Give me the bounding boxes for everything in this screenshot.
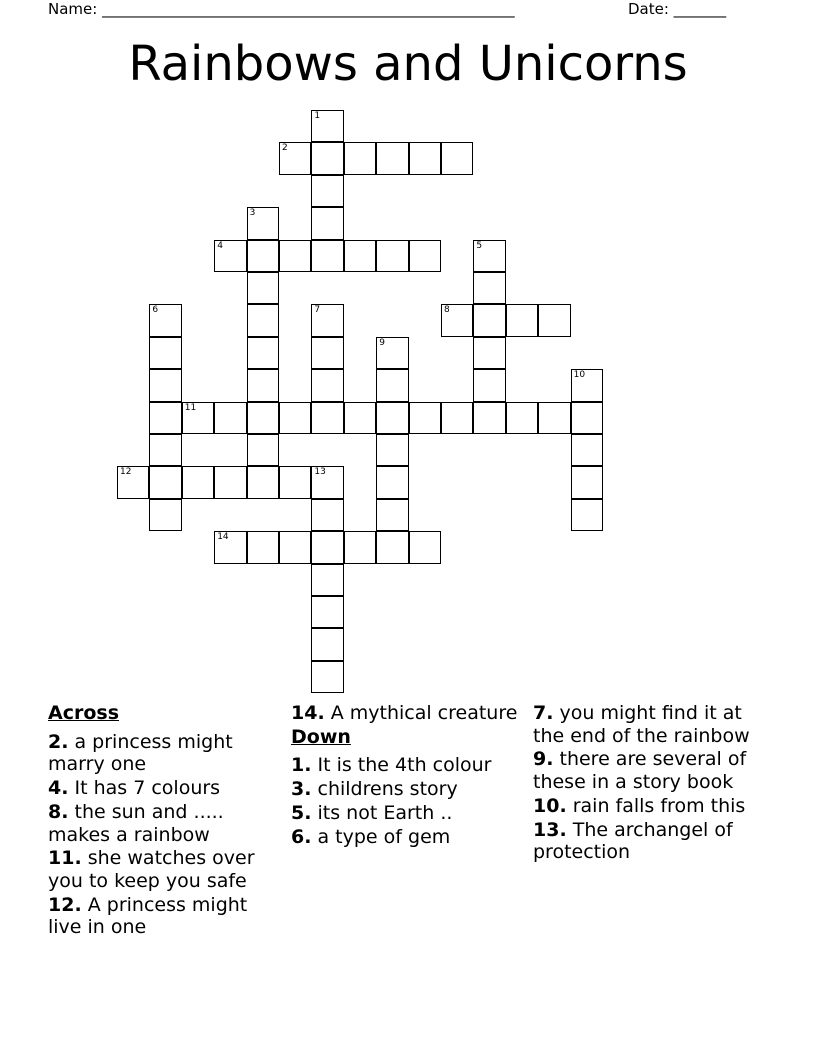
cell-number: 14 bbox=[217, 532, 229, 543]
grid-cell[interactable] bbox=[571, 402, 603, 434]
grid-cell[interactable] bbox=[311, 207, 343, 239]
grid-cell[interactable] bbox=[247, 434, 279, 466]
grid-cell[interactable] bbox=[473, 402, 505, 434]
clue-across-14 bbox=[291, 702, 523, 725]
grid-cell[interactable] bbox=[149, 369, 181, 401]
grid-cell[interactable] bbox=[376, 499, 408, 531]
grid-cell[interactable] bbox=[311, 337, 343, 369]
clue-number: 13. bbox=[533, 818, 567, 841]
grid-cell[interactable] bbox=[376, 337, 408, 369]
clue-across-4 bbox=[48, 777, 280, 800]
grid-cell[interactable] bbox=[441, 402, 473, 434]
grid-cell[interactable] bbox=[311, 142, 343, 174]
clue-number: 9. bbox=[533, 748, 554, 771]
grid-cell[interactable] bbox=[214, 402, 246, 434]
cell-number: 10 bbox=[573, 370, 586, 381]
across-heading: Across bbox=[48, 702, 120, 724]
grid-cell[interactable] bbox=[506, 304, 538, 336]
clue-down-6 bbox=[291, 826, 523, 849]
grid-cell[interactable] bbox=[311, 531, 343, 563]
clue-down-13 bbox=[533, 819, 765, 864]
grid-cell[interactable] bbox=[311, 499, 343, 531]
clue-number: 12. bbox=[48, 893, 82, 916]
grid-cell[interactable] bbox=[214, 240, 246, 272]
grid-cell[interactable] bbox=[311, 110, 343, 142]
grid-cell[interactable] bbox=[409, 240, 441, 272]
cell-number: 6 bbox=[152, 305, 159, 316]
clue-number: 2. bbox=[48, 730, 69, 753]
grid-cell[interactable] bbox=[376, 434, 408, 466]
clues-column-3 bbox=[533, 702, 765, 865]
cell-number: 13 bbox=[314, 467, 326, 478]
grid-cell[interactable] bbox=[311, 628, 343, 660]
clue-number: 6. bbox=[291, 825, 312, 848]
clue-text: A mythical creature bbox=[330, 702, 518, 724]
grid-cell[interactable] bbox=[214, 531, 246, 563]
grid-cell[interactable] bbox=[571, 434, 603, 466]
grid-cell[interactable] bbox=[247, 240, 279, 272]
grid-cell[interactable] bbox=[376, 369, 408, 401]
grid-cell[interactable] bbox=[506, 402, 538, 434]
grid-cell[interactable] bbox=[247, 402, 279, 434]
grid-cell[interactable] bbox=[311, 661, 343, 693]
clue-number: 4. bbox=[48, 777, 69, 800]
grid-cell[interactable] bbox=[376, 142, 408, 174]
clue-across-2 bbox=[48, 731, 280, 776]
clue-text: a type of gem bbox=[317, 825, 451, 848]
grid-cell[interactable] bbox=[344, 402, 376, 434]
grid-cell[interactable] bbox=[311, 564, 343, 596]
clue-down-10 bbox=[533, 795, 765, 818]
clue-number: 11. bbox=[48, 847, 82, 870]
grid-cell[interactable] bbox=[149, 434, 181, 466]
page-title: Rainbows and Unicorns bbox=[128, 36, 688, 92]
clue-text: The archangel of protection bbox=[533, 818, 733, 864]
grid-cell[interactable] bbox=[538, 402, 570, 434]
grid-cell[interactable] bbox=[376, 240, 408, 272]
clue-across-8 bbox=[48, 801, 280, 846]
grid-cell[interactable] bbox=[214, 466, 246, 498]
grid-cell[interactable] bbox=[473, 304, 505, 336]
cell-number: 7 bbox=[314, 305, 321, 316]
grid-cell[interactable] bbox=[117, 466, 149, 498]
grid-cell[interactable] bbox=[247, 337, 279, 369]
grid-cell[interactable] bbox=[571, 369, 603, 401]
grid-cell[interactable] bbox=[247, 272, 279, 304]
clue-down-9 bbox=[533, 748, 765, 793]
clue-number: 10. bbox=[533, 794, 567, 817]
grid-cell[interactable] bbox=[149, 402, 181, 434]
grid-cell[interactable] bbox=[376, 531, 408, 563]
grid-cell[interactable] bbox=[247, 207, 279, 239]
grid-cell[interactable] bbox=[311, 369, 343, 401]
grid-cell[interactable] bbox=[441, 304, 473, 336]
cell-number: 9 bbox=[379, 337, 385, 348]
clue-text: It has 7 colours bbox=[74, 777, 221, 800]
grid-cell[interactable] bbox=[473, 337, 505, 369]
grid-cell[interactable] bbox=[409, 531, 441, 563]
grid-cell[interactable] bbox=[149, 499, 181, 531]
cell-number: 12 bbox=[120, 467, 132, 478]
clue-number: 8. bbox=[48, 800, 69, 823]
grid-cell[interactable] bbox=[376, 402, 408, 434]
clue-text: you might find it at the end of the rainbow bbox=[533, 702, 750, 747]
clue-text: A princess might live in one bbox=[48, 893, 248, 939]
clues-column-2 bbox=[291, 702, 523, 849]
grid-cell[interactable] bbox=[279, 402, 311, 434]
grid-cell[interactable] bbox=[182, 402, 214, 434]
grid-cell[interactable] bbox=[538, 304, 570, 336]
name-field[interactable]: Name: _______________________________________________________ bbox=[48, 0, 515, 18]
grid-cell[interactable] bbox=[473, 240, 505, 272]
grid-cell[interactable] bbox=[149, 466, 181, 498]
grid-cell[interactable] bbox=[311, 466, 343, 498]
grid-cell[interactable] bbox=[441, 142, 473, 174]
clue-text: childrens story bbox=[317, 778, 458, 801]
clue-down-1 bbox=[291, 754, 523, 777]
clue-text: its not Earth .. bbox=[317, 801, 453, 824]
clue-number: 5. bbox=[291, 801, 312, 824]
grid-cell[interactable] bbox=[344, 240, 376, 272]
grid-cell[interactable] bbox=[311, 175, 343, 207]
grid-cell[interactable] bbox=[279, 240, 311, 272]
grid-cell[interactable] bbox=[311, 402, 343, 434]
grid-cell[interactable] bbox=[571, 466, 603, 498]
grid-cell[interactable] bbox=[182, 466, 214, 498]
grid-cell[interactable] bbox=[409, 402, 441, 434]
cell-number: 3 bbox=[249, 208, 256, 219]
clue-text: she watches over you to keep you safe bbox=[48, 847, 255, 892]
grid-cell[interactable] bbox=[409, 142, 441, 174]
cell-number: 2 bbox=[282, 143, 288, 154]
cell-number: 8 bbox=[444, 305, 450, 316]
clue-text: the sun and ..... makes a rainbow bbox=[48, 800, 224, 846]
clue-down-3 bbox=[291, 778, 523, 801]
grid-cell[interactable] bbox=[279, 142, 311, 174]
grid-cell[interactable] bbox=[311, 304, 343, 336]
clue-number: 14. bbox=[291, 702, 325, 724]
clue-down-7 bbox=[533, 702, 765, 747]
grid-cell[interactable] bbox=[247, 304, 279, 336]
grid-cell[interactable] bbox=[247, 369, 279, 401]
clue-down-5 bbox=[291, 802, 523, 825]
down-heading: Down bbox=[291, 725, 351, 748]
cell-number: 4 bbox=[217, 240, 223, 251]
clue-across-12 bbox=[48, 894, 280, 939]
clue-number: 1. bbox=[291, 754, 312, 777]
grid-cell[interactable] bbox=[247, 466, 279, 498]
grid-cell[interactable] bbox=[473, 272, 505, 304]
clues-column-1 bbox=[48, 702, 280, 940]
clue-text: there are several of these in a story book bbox=[533, 748, 747, 794]
grid-cell[interactable] bbox=[473, 369, 505, 401]
grid-cell[interactable] bbox=[344, 142, 376, 174]
grid-cell[interactable] bbox=[344, 531, 376, 563]
clue-number: 3. bbox=[291, 778, 312, 801]
grid-cell[interactable] bbox=[311, 240, 343, 272]
cell-number: 11 bbox=[184, 402, 197, 413]
clue-text: rain falls from this bbox=[572, 794, 746, 817]
grid-cell[interactable] bbox=[571, 499, 603, 531]
clue-text: It is the 4th colour bbox=[317, 754, 492, 777]
grid-cell[interactable] bbox=[376, 466, 408, 498]
grid-cell[interactable] bbox=[311, 596, 343, 628]
cell-number: 5 bbox=[476, 240, 483, 251]
grid-cell[interactable] bbox=[149, 337, 181, 369]
cell-number: 1 bbox=[314, 111, 321, 121]
date-field[interactable]: Date: _______ bbox=[628, 0, 727, 18]
clue-number: 7. bbox=[533, 702, 554, 724]
grid-cell[interactable] bbox=[279, 531, 311, 563]
clue-across-11 bbox=[48, 847, 280, 892]
grid-cell[interactable] bbox=[247, 531, 279, 563]
clue-text: a princess might marry one bbox=[48, 730, 233, 776]
grid-cell[interactable] bbox=[149, 304, 181, 336]
grid-cell[interactable] bbox=[279, 466, 311, 498]
